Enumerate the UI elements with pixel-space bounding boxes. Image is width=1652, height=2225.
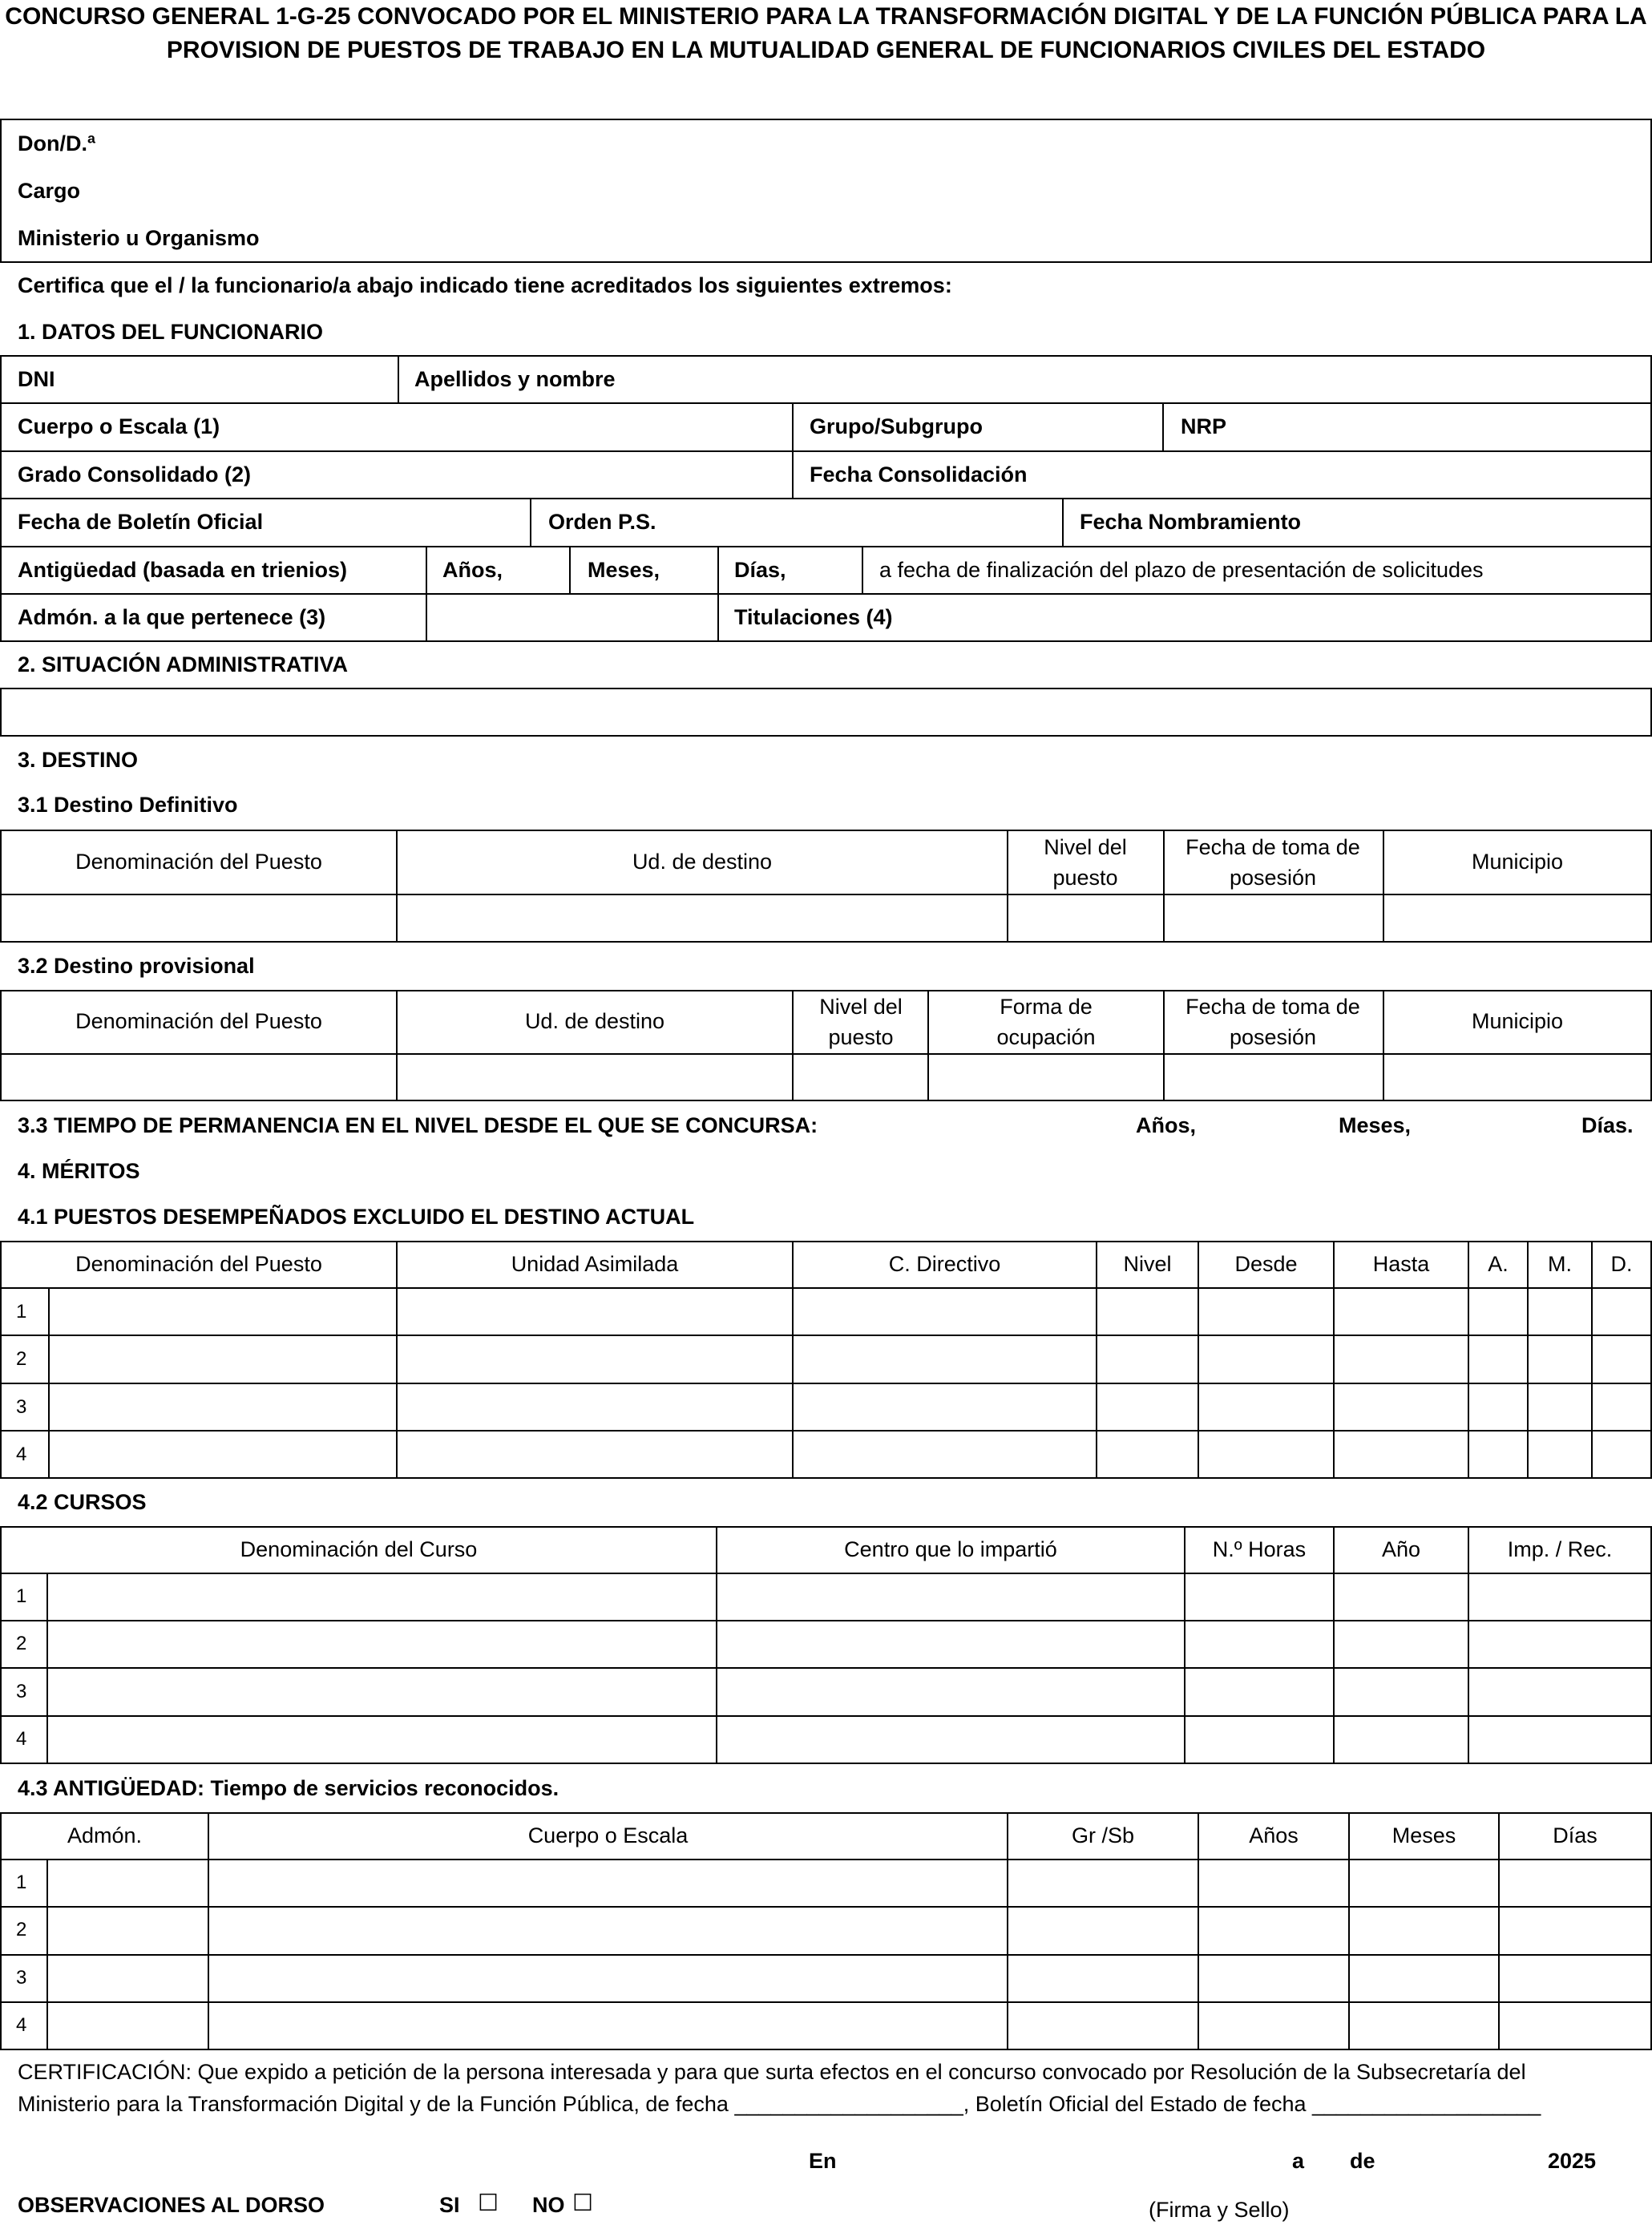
s31-input-puesto[interactable] [2,895,396,941]
s43-row-number: 2 [16,1919,27,1940]
s32-input-forma[interactable] [929,1055,1163,1100]
s42-line [0,1763,1652,1764]
s1-col [717,546,719,642]
s32-input-municipio[interactable] [1384,1055,1650,1100]
s1-col [569,546,571,594]
orden-field[interactable]: Orden P.S. [548,510,656,534]
s42-row-3-input[interactable] [48,1669,1650,1715]
de-label: de [1350,2149,1375,2173]
s41-header-a: A. [1488,1252,1509,1276]
s42-row-number: 1 [16,1585,27,1607]
s1-col [792,402,794,499]
antiguedad-label: Antigüedad (basada en trienios) [18,558,348,582]
s32-header-forma: Forma de ocupación [996,995,1096,1049]
situacion-input[interactable] [3,691,1648,733]
fecha-boletin-field[interactable]: Fecha de Boletín Oficial [18,510,264,534]
s41-line [0,1241,1652,1242]
section-41-title: 4.1 PUESTOS DESEMPEÑADOS EXCLUIDO EL DESTINO ACTUAL [18,1205,695,1229]
s41-row-number: 2 [16,1348,27,1370]
s42-header-ano: Año [1381,1537,1421,1561]
observaciones-label: OBSERVACIONES AL DORSO [18,2193,325,2217]
s43-header-grupo: Gr /Sb [1071,1823,1135,1847]
s1-col [530,498,531,546]
ministerio-field[interactable]: Ministerio u Organismo [18,226,260,250]
no-label: NO [532,2193,565,2217]
s1-line [0,593,1652,595]
s32-header-municipio: Municipio [1471,1009,1564,1033]
s42-row-number: 4 [16,1728,27,1750]
s43-row-2-input[interactable] [48,1908,1650,1954]
s41-line [0,1477,1652,1479]
s2-box-top [0,688,1652,689]
section-3-title: 3. DESTINO [18,748,139,772]
s41-header-m: M. [1548,1252,1572,1276]
s1-line [0,450,1652,452]
s41-row-3-input[interactable] [50,1384,1650,1430]
no-checkbox[interactable]: ☐ [572,2191,593,2216]
section-43-title: 4.3 ANTIGÜEDAD: Tiempo de servicios reconocidos. [18,1776,559,1800]
s31-input-unidad[interactable] [398,895,1007,941]
grado-field[interactable]: Grado Consolidado (2) [18,462,252,487]
s42-header-horas: N.º Horas [1212,1537,1307,1561]
s32-input-puesto[interactable] [2,1055,396,1100]
s41-row-1-input[interactable] [50,1289,1650,1335]
grupo-field[interactable]: Grupo/Subgrupo [810,414,983,438]
s41-row-number: 4 [16,1444,27,1465]
s31-input-municipio[interactable] [1384,895,1650,941]
document-title [0,0,1652,67]
s42-row-2-input[interactable] [48,1621,1650,1667]
si-label: SI [439,2193,460,2217]
title-line-1: CONCURSO GENERAL 1-G-25 CONVOCADO POR EL MINISTERIO PARA LA TRANSFORMACIÓN DIGITAL Y DE LA FUNCIÓN PÚBLICA PARA LA [5,3,1647,30]
meses-field[interactable]: Meses, [588,558,660,582]
s32-header-puesto: Denominación del Puesto [75,1009,322,1033]
s42-line [0,1526,1652,1528]
s31-header-fecha: Fecha de toma de posesión [1185,835,1360,890]
s1-col [1162,402,1164,450]
s32-header-unidad: Ud. de destino [524,1009,665,1033]
s1-border-left [0,355,2,642]
s31-input-fecha[interactable] [1165,895,1383,941]
s32-header-fecha: Fecha de toma de posesión [1185,995,1360,1049]
year-value: 2025 [1548,2149,1597,2173]
s43-line [0,2049,1652,2050]
s41-row-4-input[interactable] [50,1432,1650,1477]
s41-header-puesto: Denominación del Puesto [75,1252,322,1276]
titulaciones-field[interactable]: Titulaciones (4) [734,605,893,629]
s1-col [398,355,399,403]
nrp-field[interactable]: NRP [1181,414,1227,438]
s31-header-puesto: Denominación del Puesto [75,850,322,874]
header-box-top [0,119,1652,120]
s41-header-hasta: Hasta [1372,1252,1430,1276]
section-1-title: 1. DATOS DEL FUNCIONARIO [18,320,324,344]
s43-header-dias: Días [1553,1823,1597,1847]
s41-row-2-input[interactable] [50,1336,1650,1383]
s42-row-4-input[interactable] [48,1717,1650,1763]
s42-row-1-input[interactable] [48,1574,1650,1620]
certificacion-line-2: Ministerio para la Transformación Digital y de la Función Pública, de fecha ___________________, Boletín Oficial del Estado de fecha ___________________ [18,2092,1541,2116]
s31-header-nivel: Nivel del puesto [1044,835,1127,890]
s41-row-number: 1 [16,1301,27,1322]
s42-header-curso: Denominación del Curso [240,1537,478,1561]
s41-header-unidad: Unidad Asimilada [511,1252,679,1276]
s1-col [426,546,427,642]
s1-line [0,402,1652,404]
s42-row-number: 3 [16,1681,27,1702]
s1-col [1062,498,1064,546]
apellidos-field[interactable]: Apellidos y nombre [414,367,616,391]
fecha-consolidacion-field[interactable]: Fecha Consolidación [810,462,1028,487]
fecha-nombramiento-field[interactable]: Fecha Nombramiento [1080,510,1302,534]
s2-box-bottom [0,735,1652,737]
s32-input-fecha[interactable] [1165,1055,1383,1100]
s41-header-desde: Desde [1234,1252,1298,1276]
si-checkbox[interactable]: ☐ [478,2191,499,2216]
s43-row-number: 3 [16,1967,27,1989]
s2-box-left [0,688,2,737]
section-2-title: 2. SITUACIÓN ADMINISTRATIVA [18,652,349,676]
s43-row-3-input[interactable] [48,1956,1650,2001]
a-label: a [1292,2149,1305,2173]
s43-row-number: 4 [16,2014,27,2036]
s32-input-nivel[interactable] [794,1055,927,1100]
s42-row-number: 2 [16,1633,27,1654]
section-42-title: 4.2 CURSOS [18,1490,147,1514]
s1-line [0,640,1652,642]
section-31-title: 3.1 Destino Definitivo [18,793,238,817]
s43-header-cuerpo: Cuerpo o Escala [527,1823,689,1847]
header-box-bottom [0,261,1652,263]
s1-line [0,498,1652,499]
s1-col [862,546,863,594]
s42-header-imp-rec: Imp. / Rec. [1507,1537,1613,1561]
s33-meses-field[interactable]: Meses, [1339,1113,1412,1137]
s32-input-unidad[interactable] [398,1055,792,1100]
s31-line [0,941,1652,943]
s33-dias-field[interactable]: Días. [1581,1113,1634,1137]
section-4-title: 4. MÉRITOS [18,1159,140,1183]
s43-row-4-input[interactable] [48,2003,1650,2049]
s43-line [0,1812,1652,1814]
s31-line [0,830,1652,831]
s41-header-directivo: C. Directivo [888,1252,1001,1276]
section-32-title: 3.2 Destino provisional [18,954,255,978]
s1-line [0,355,1652,357]
s41-header-nivel: Nivel [1123,1252,1172,1276]
certificacion-line-1: CERTIFICACIÓN: Que expido a petición de la persona interesada y para que surta efectos en el concurso convocado por Resolución de la Subsecretaría del [18,2060,1526,2084]
s43-row-1-input[interactable] [48,1860,1650,1906]
s32-line [0,1100,1652,1101]
en-field[interactable]: En [809,2149,837,2173]
s43-header-meses: Meses [1391,1823,1456,1847]
s43-header-admon: Admón. [67,1823,143,1847]
s31-input-nivel[interactable] [1008,895,1163,941]
s43-header-anos: Años [1249,1823,1299,1847]
s33-anos-field[interactable]: Años, [1136,1113,1197,1137]
s32-header-nivel: Nivel del puesto [819,995,903,1049]
dias-field[interactable]: Días, [734,558,786,582]
firma-sello-label: (Firma y Sello) [1149,2198,1290,2222]
s1-line [0,546,1652,547]
s41-header-d: D. [1610,1252,1633,1276]
cuerpo-field[interactable]: Cuerpo o Escala (1) [18,414,220,438]
dni-field[interactable]: DNI [18,367,55,391]
title-line-2: PROVISION DE PUESTOS DE TRABAJO EN LA MUTUALIDAD GENERAL DE FUNCIONARIOS CIVILES DEL ESTADO [166,37,1486,63]
a-fecha-text: a fecha de finalización del plazo de presentación de solicitudes [879,558,1484,582]
section-33-title: 3.3 TIEMPO DE PERMANENCIA EN EL NIVEL DESDE EL QUE SE CONCURSA: [18,1113,818,1137]
s31-header-unidad: Ud. de destino [632,850,773,874]
s42-header-centro: Centro que lo impartió [844,1537,1057,1561]
s41-row-number: 3 [16,1396,27,1418]
admon-field[interactable]: Admón. a la que pertenece (3) [18,605,326,629]
anos-field[interactable]: Años, [442,558,503,582]
cargo-field[interactable]: Cargo [18,179,81,203]
s43-row-number: 1 [16,1872,27,1893]
certifica-text: Certifica que el / la funcionario/a abajo indicado tiene acreditados los siguientes extremos: [18,273,952,297]
don-field[interactable]: Don/D.ª [18,131,95,155]
s31-header-municipio: Municipio [1471,850,1564,874]
header-box-left [0,119,2,263]
